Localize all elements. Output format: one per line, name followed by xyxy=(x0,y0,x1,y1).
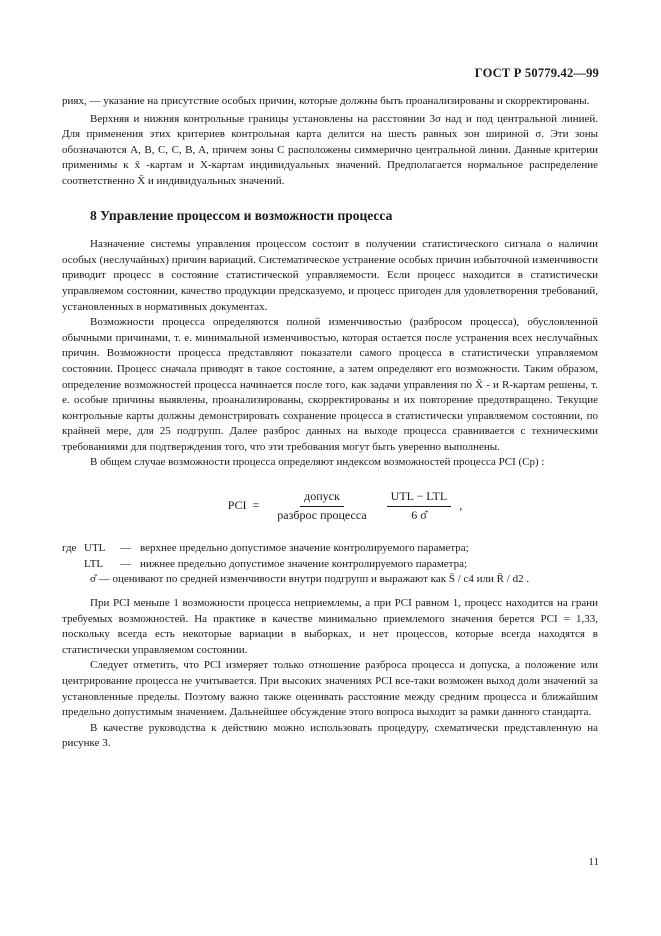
definition-ltl xyxy=(62,557,598,573)
formula-tail: , xyxy=(459,498,463,513)
sigma-definition xyxy=(62,572,598,588)
paragraph: Назначение системы управления процессом состоит в получении статистического сигнала о наличии особых (неслучайных) причин вариаций. Систематическое устранение особых причин избыточной изменчивости приводит процесс в состояние статистической управляемости. Если процесс находится в статистически управляемом состоянии, качество продукции предсказуемо, и процесс пригоден для удовлетворения требований, установленных в нормативных документах. xyxy=(62,238,598,313)
sigma-expr-r: R̄ / d2 . xyxy=(496,573,530,586)
definition-dash: — xyxy=(120,557,131,570)
paragraph: риях, — указание на присутствие особых причин, которые должны быть проанализированы и скорректированы. xyxy=(62,95,590,107)
page-number: 11 xyxy=(588,856,599,868)
definition-term: LTL xyxy=(84,557,104,570)
sigma-expr-s: S̄ / c4 xyxy=(448,573,474,586)
sigma-symbol: σ̂ xyxy=(90,573,96,586)
paragraph: В общем случае возможности процесса определяют индексом возможностей процесса PCI (Cp) : xyxy=(90,456,545,469)
definition-prefix xyxy=(62,557,84,573)
formula-equals: = xyxy=(252,498,260,513)
document-header: ГОСТ Р 50779.42—99 xyxy=(474,66,599,80)
fraction-tolerance xyxy=(273,489,370,523)
document-body xyxy=(62,94,598,752)
pci-formula xyxy=(62,489,598,523)
definition-text: верхнее предельно допустимое значение контролируемого параметра; xyxy=(140,542,469,555)
fraction-numerator: допуск xyxy=(300,489,344,507)
definition-term: UTL xyxy=(84,542,106,555)
sigma-text: — оценивают по средней изменчивости внутри подгрупп и выражают как xyxy=(98,573,447,586)
definition-utl xyxy=(62,541,598,557)
fraction-limits xyxy=(387,489,452,523)
formula-lhs: PCI xyxy=(227,498,247,513)
paragraph: Верхняя и нижняя контрольные границы установлены на расстоянии 3σ над и под центральной линией. Для применения этих критериев контрольная карта делится на шесть равных зон шириной σ. Эти зоны обозначаются A, B, C, C, B, A, причем зоны C расположены симмерично центральной линии. Данные критерии применимы к x̄ -картам и X-картам индивидуальных значений. Предполагается нормальное распределение соответственно X̄ и индивидуальных значений. xyxy=(62,112,598,187)
definition-text: нижнее предельно допустимое значение контролируемого параметра; xyxy=(140,557,468,570)
paragraph: Возможности процесса определяются полной изменчивостью (разбросом процесса), обусловленной обычными причинами, т. е. минимальной изменчивостью, которая остается после устранения всех неслучайных причин. Возможности процесса представляют показатели самого процесса в статистически управляемом состоянии. Процесс сначала приводят в такое состояние, а затем определяют его возможности. Таким образом, определение возможностей процесса начинается после того, как задачи управления по X̄ - и R-картам решены, т. е. особые причины выявлены, проанализированы, скорректированы и их повторение предотвращено. Текущие контрольные карты должны демонстрировать сохранение процесса в статистически управляемом состоянии, по крайней мере, для 25 подгрупп. Далее разброс данных на выходе процесса сравнивается с техническими требованиями для подтверждения того, что эти требования могут быть уверенно выполнены. xyxy=(62,316,598,453)
sigma-or: или xyxy=(476,573,494,586)
section-title: 8 Управление процессом и возможности процесса xyxy=(90,207,393,223)
paragraph: Следует отметить, что PCI измеряет только отношение разброса процесса и допуска, а положение или центрирование процесса не учитывается. При высоких значениях PCI все-таки возможен выход доли значений за установленные пределы. Поэтому важно также оценивать расстояние между средним процесса и ближайшим предельно допустимым значением. Дальнейшее обсуждение этого вопроса выходит за рамки данного стандарта. xyxy=(62,659,598,719)
paragraph: При PCI меньше 1 возможности процесса неприемлемы, а при PCI равном 1, процесс находится на грани требуемых возможностей. На практике в качестве минимально приемлемого значения берется PCI = 1,33, поскольку всегда есть некоторые вариации в выборках, и нет процессов, которые всегда находятся в статистически управляемом состоянии. xyxy=(62,597,598,656)
fraction-numerator: UTL − LTL xyxy=(387,489,452,507)
fraction-denominator: разброс процесса xyxy=(277,507,367,522)
paragraph: В качестве руководства к действию можно использовать процедуру, схематически представленную на рисунке 3. xyxy=(62,721,598,750)
definition-prefix: где xyxy=(62,542,77,555)
definition-dash: — xyxy=(120,542,131,555)
fraction-denominator: 6 σ̂ xyxy=(411,507,427,522)
